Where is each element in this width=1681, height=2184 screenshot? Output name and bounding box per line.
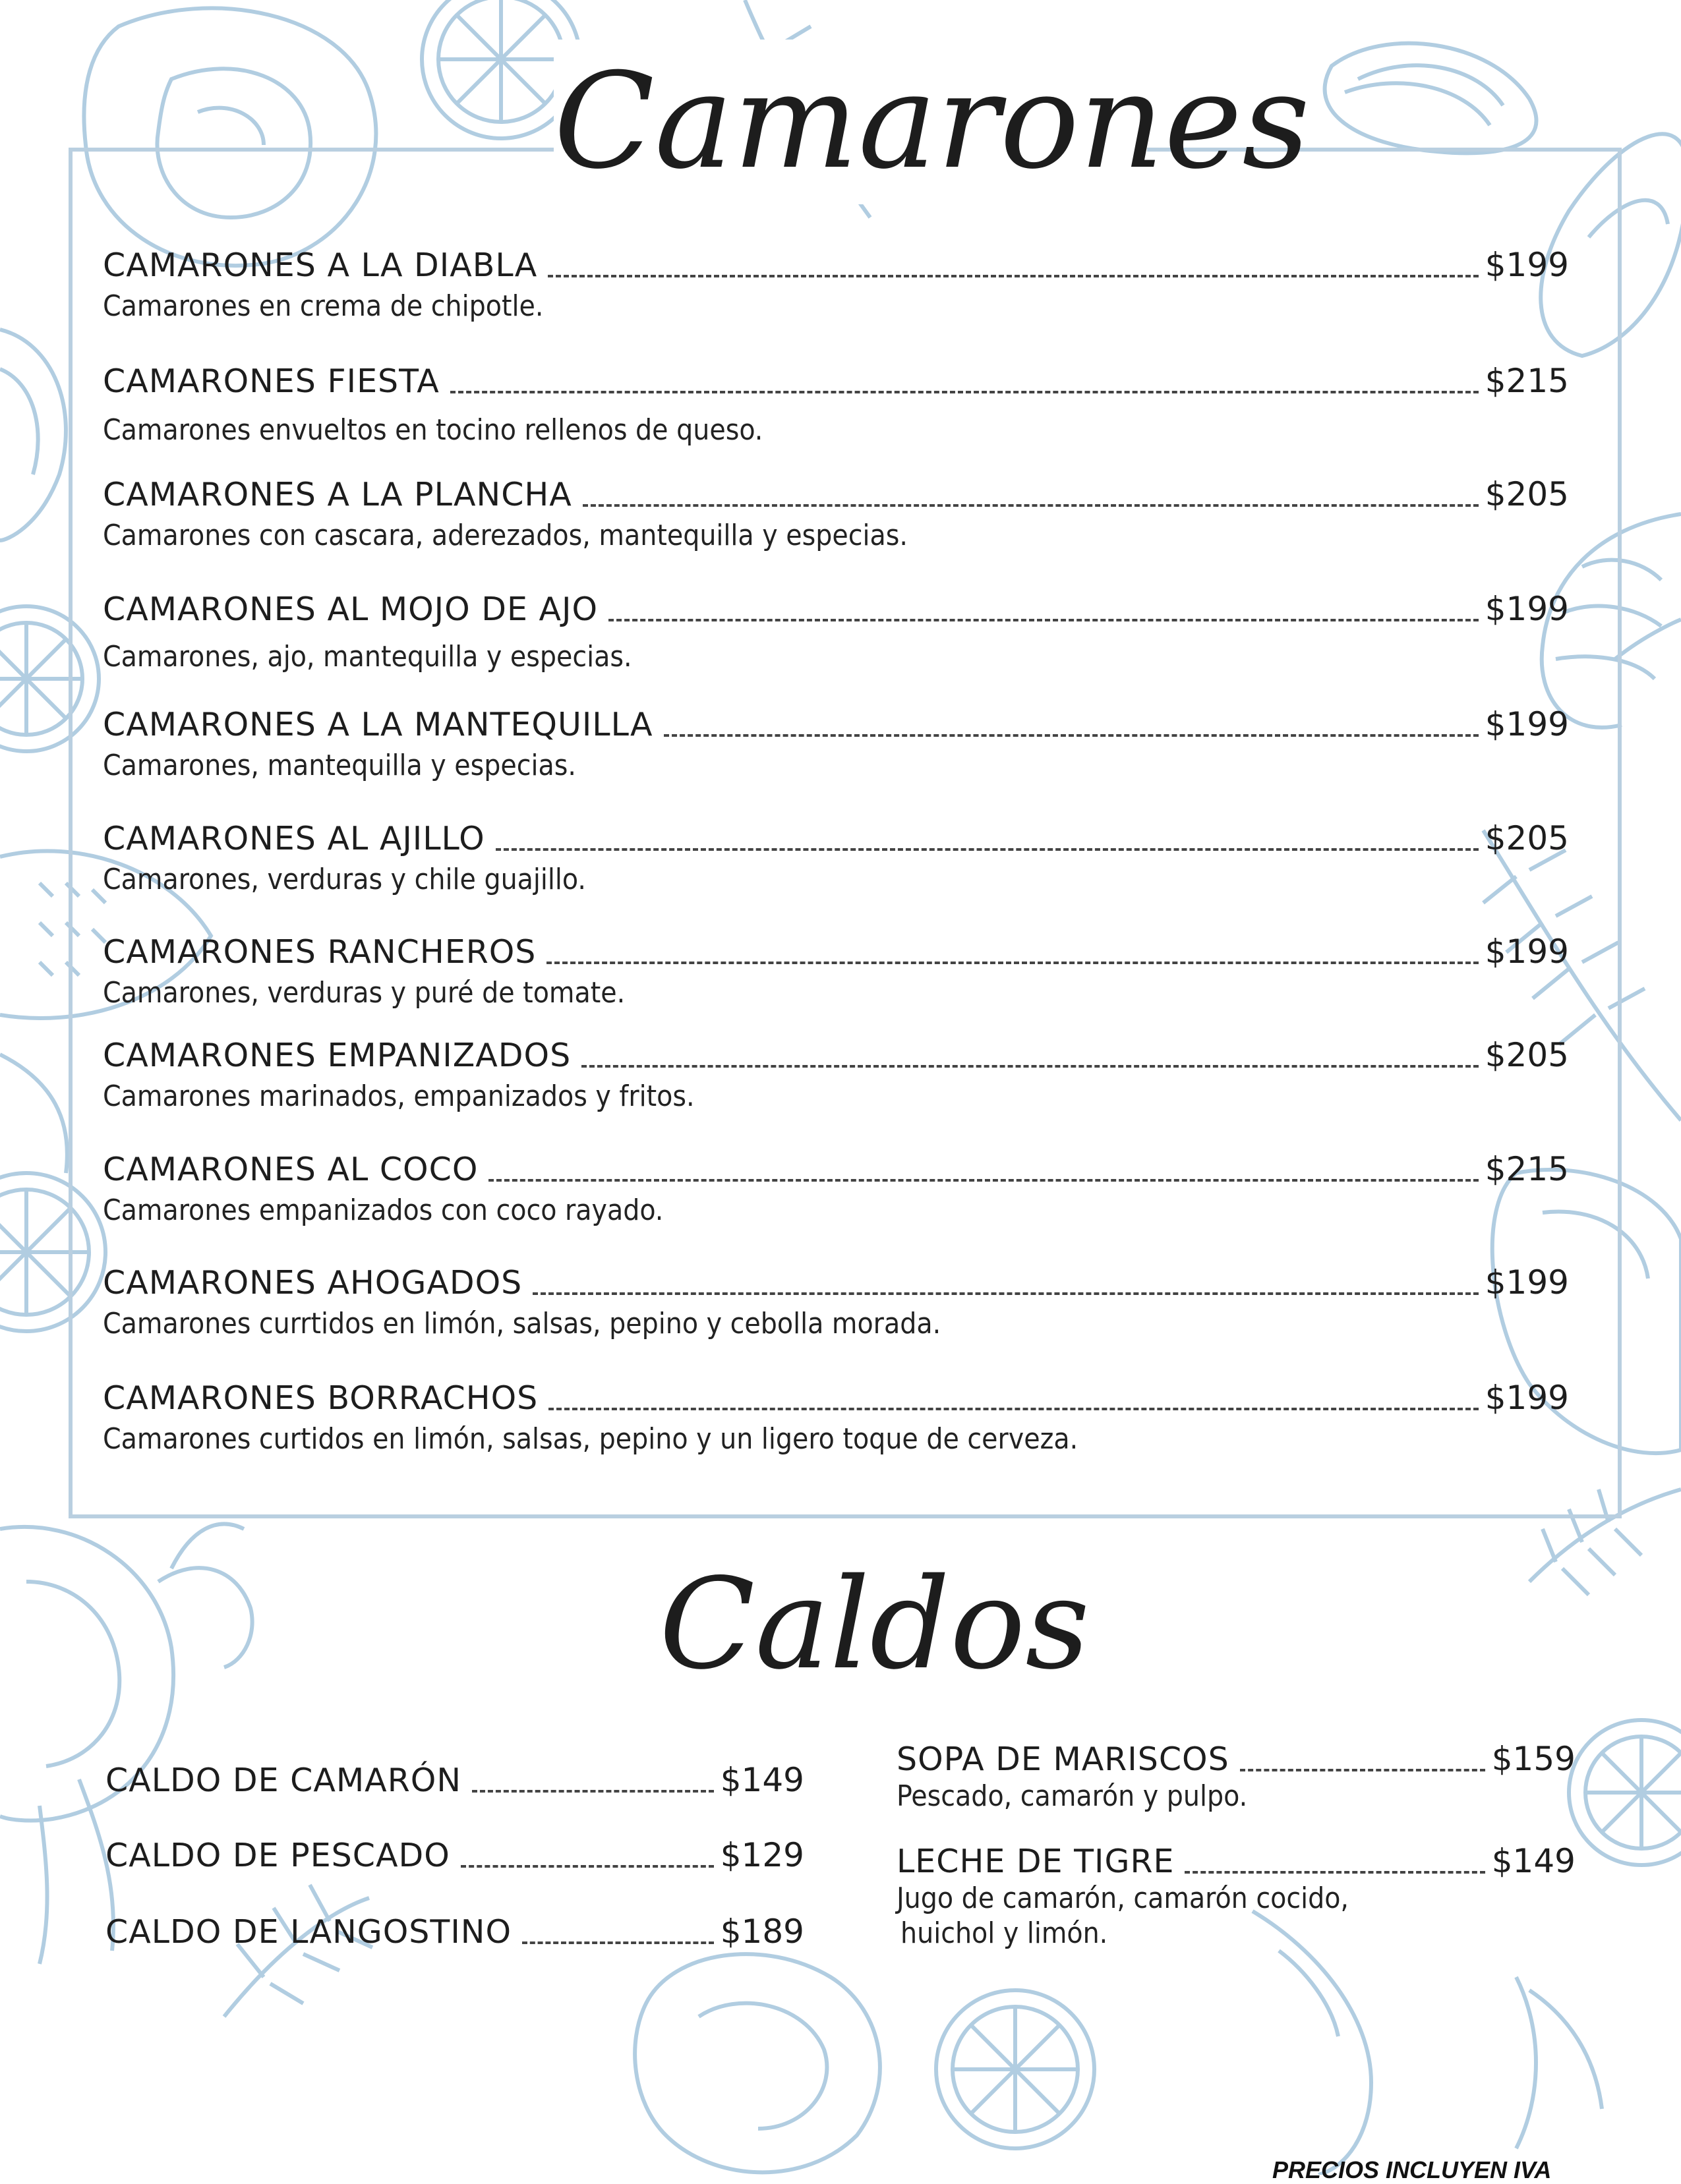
menu-item xyxy=(897,1740,1576,1813)
item-price: $149 xyxy=(1491,1842,1576,1880)
menu-item xyxy=(103,1379,1569,1456)
item-name: CAMARONES EMPANIZADOS xyxy=(103,1037,572,1074)
item-description: huichol y limón. xyxy=(900,1916,1108,1950)
leader-dots xyxy=(583,504,1479,507)
menu-item xyxy=(103,705,1569,782)
item-price: $205 xyxy=(1485,819,1569,857)
menu-item xyxy=(105,1912,804,1951)
item-description: Camarones, mantequilla y especias. xyxy=(103,749,576,782)
menu-item xyxy=(103,246,1569,323)
leader-dots xyxy=(581,1065,1479,1068)
menu-item xyxy=(103,1263,1569,1340)
item-name: LECHE DE TIGRE xyxy=(897,1843,1175,1880)
item-price: $199 xyxy=(1485,246,1569,284)
item-price: $199 xyxy=(1485,705,1569,743)
leader-dots xyxy=(533,1292,1478,1295)
item-description: Camarones, ajo, mantequilla y especias. xyxy=(103,640,632,674)
camarones-section-title: Camarones xyxy=(554,40,1147,204)
item-description: Camarones con cascara, aderezados, mantequilla y especias. xyxy=(103,519,908,552)
tax-note: PRECIOS INCLUYEN IVA xyxy=(1272,2156,1552,2183)
item-price: $199 xyxy=(1485,1379,1569,1417)
item-price: $215 xyxy=(1485,1150,1569,1188)
item-price: $205 xyxy=(1485,1036,1569,1074)
menu-item xyxy=(103,475,1569,552)
leader-dots xyxy=(472,1790,714,1793)
item-name: CAMARONES A LA MANTEQUILLA xyxy=(103,706,653,743)
menu-item xyxy=(897,1842,1576,1950)
leader-dots xyxy=(548,1408,1478,1410)
item-description: Camarones marinados, empanizados y fritos. xyxy=(103,1079,695,1113)
menu-item xyxy=(103,362,1569,447)
item-name: CAMARONES A LA DIABLA xyxy=(103,246,538,284)
item-price: $199 xyxy=(1485,933,1569,971)
leader-dots xyxy=(461,1865,714,1868)
item-name: CAMARONES A LA PLANCHA xyxy=(103,476,572,513)
item-name: CAMARONES AL AJILLO xyxy=(103,820,485,857)
item-price: $199 xyxy=(1485,1263,1569,1302)
item-name: CALDO DE PESCADO xyxy=(105,1837,450,1874)
item-description: Camarones curtidos en limón, salsas, pepino y un ligero toque de cerveza. xyxy=(103,1422,1078,1456)
leader-dots xyxy=(608,619,1479,621)
leader-dots xyxy=(522,1941,714,1944)
item-description: Camarones envueltos en tocino rellenos de queso. xyxy=(103,413,763,447)
leader-dots xyxy=(1240,1769,1485,1771)
menu-item xyxy=(103,933,1569,1010)
leader-dots xyxy=(664,734,1479,737)
caldos-section-title: Caldos xyxy=(659,1551,1090,1697)
menu-item xyxy=(105,1761,804,1799)
item-price: $215 xyxy=(1485,362,1569,400)
lemon-slice-illustration xyxy=(936,1990,1094,2148)
menu-item xyxy=(103,1150,1569,1227)
leader-dots xyxy=(450,391,1479,393)
leader-dots xyxy=(1185,1871,1485,1874)
item-name: CAMARONES RANCHEROS xyxy=(103,933,537,971)
item-description: Camarones currtidos en limón, salsas, pepino y cebolla morada. xyxy=(103,1307,941,1340)
item-description: Camarones, verduras y chile guajillo. xyxy=(103,863,586,896)
item-name: CAMARONES AL MOJO DE AJO xyxy=(103,590,599,628)
item-name: CAMARONES BORRACHOS xyxy=(103,1379,539,1417)
item-price: $129 xyxy=(720,1836,804,1874)
leader-dots xyxy=(546,962,1478,964)
oyster-illustration xyxy=(635,1954,880,2172)
leader-dots xyxy=(496,848,1479,851)
menu-item xyxy=(103,1036,1569,1113)
item-price: $149 xyxy=(720,1761,804,1799)
menu-item xyxy=(103,819,1569,896)
shrimp-illustration xyxy=(1253,1911,1602,2175)
crab-illustration xyxy=(0,1524,252,1965)
item-name: CAMARONES AHOGADOS xyxy=(103,1264,523,1302)
item-description: Pescado, camarón y pulpo. xyxy=(897,1779,1248,1813)
item-description: Camarones en crema de chipotle. xyxy=(103,289,544,323)
item-name: CALDO DE LANGOSTINO xyxy=(105,1913,512,1951)
rosemary-illustration xyxy=(224,1885,372,2017)
menu-item xyxy=(103,590,1569,674)
item-description: Camarones, verduras y puré de tomate. xyxy=(103,976,626,1010)
item-name: CALDO DE CAMARÓN xyxy=(105,1762,461,1799)
leader-dots xyxy=(548,275,1478,277)
item-price: $189 xyxy=(720,1912,804,1951)
item-name: SOPA DE MARISCOS xyxy=(897,1740,1229,1778)
item-description: Jugo de camarón, camarón cocido, xyxy=(897,1882,1349,1915)
item-name: CAMARONES AL COCO xyxy=(103,1151,479,1188)
item-name: CAMARONES FIESTA xyxy=(103,362,440,400)
item-description: Camarones empanizados con coco rayado. xyxy=(103,1193,664,1227)
menu-item xyxy=(105,1836,804,1874)
leader-dots xyxy=(488,1179,1478,1182)
item-price: $205 xyxy=(1485,475,1569,513)
oyster-illustration xyxy=(0,330,66,540)
lemon-slice-illustration xyxy=(1569,1720,1681,1865)
item-price: $199 xyxy=(1485,590,1569,628)
item-price: $159 xyxy=(1491,1740,1576,1778)
